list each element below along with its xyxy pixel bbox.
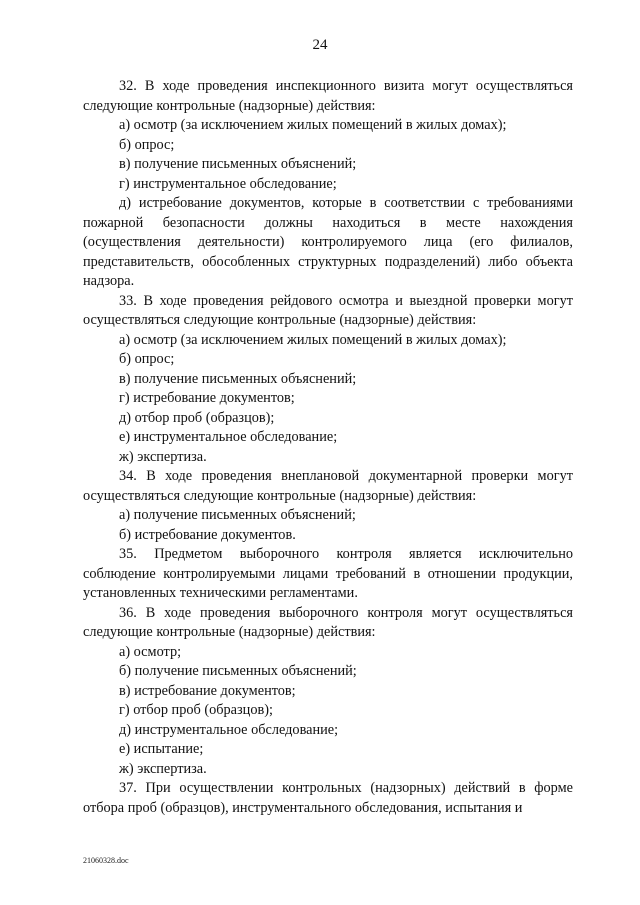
list-item: д) инструментальное обследование; bbox=[119, 721, 339, 738]
list-item: б) опрос; bbox=[119, 351, 175, 367]
list-item: ж) экспертиза. bbox=[119, 448, 207, 465]
list-item: а) осмотр (за исключением жилых помещений в жилых домах); bbox=[119, 331, 507, 348]
list-item: г) отбор проб (образцов); bbox=[119, 702, 273, 718]
list-item: е) испытание; bbox=[119, 741, 204, 757]
list-item: б) получение письменных объяснений; bbox=[119, 663, 357, 679]
list-item: б) опрос; bbox=[119, 136, 175, 153]
paragraph-36-intro: 36. В ходе проведения выборочного контроля могут осуществляться следующие контрольные (надзорные) действия: bbox=[83, 604, 573, 640]
list-item: ж) экспертиза. bbox=[119, 760, 207, 777]
list-item: д) истребование документов, которые в соответствии с требованиями пожарной безопасности должны находиться в месте нахождения (осуществления деятельности) контролируемого лица (его филиалов, представительств, обособленных структурных подразделений) либо объекта надзора. bbox=[83, 195, 573, 289]
paragraph-35: 35. Предметом выборочного контроля является исключительно соблюдение контролируемыми лицами требований в отношении продукции, установленных техническими регламентами. bbox=[83, 546, 573, 601]
list-item: е) инструментальное обследование; bbox=[119, 429, 338, 445]
list-item: б) истребование документов. bbox=[119, 526, 296, 543]
list-item: а) осмотр (за исключением жилых помещений в жилых домах); bbox=[119, 117, 507, 133]
list-item: а) осмотр; bbox=[119, 643, 182, 660]
paragraph-32-intro: 32. В ходе проведения инспекционного визита могут осуществляться следующие контрольные (надзорные) действия: bbox=[83, 78, 573, 114]
paragraph-34-intro: 34. В ходе проведения внеплановой документарной проверки могут осуществляться следующие контрольные (надзорные) действия: bbox=[83, 468, 573, 504]
list-item: в) истребование документов; bbox=[119, 682, 296, 699]
list-item: в) получение письменных объяснений; bbox=[119, 156, 357, 172]
footer-filename: 21060328.doc bbox=[83, 856, 129, 865]
list-item: д) отбор проб (образцов); bbox=[119, 409, 275, 426]
list-item: в) получение письменных объяснений; bbox=[119, 370, 357, 387]
document-body bbox=[83, 77, 573, 818]
list-item: а) получение письменных объяснений; bbox=[119, 507, 356, 523]
list-item: г) инструментальное обследование; bbox=[119, 175, 337, 192]
list-item: г) истребование документов; bbox=[119, 390, 295, 406]
paragraph-37: 37. При осуществлении контрольных (надзорных) действий в форме отбора проб (образцов), инструментального обследования, испытания и bbox=[83, 780, 573, 816]
paragraph-33-intro: 33. В ходе проведения рейдового осмотра и выездной проверки могут осуществляться следующие контрольные (надзорные) действия: bbox=[83, 292, 573, 328]
page-number: 24 bbox=[312, 37, 328, 53]
